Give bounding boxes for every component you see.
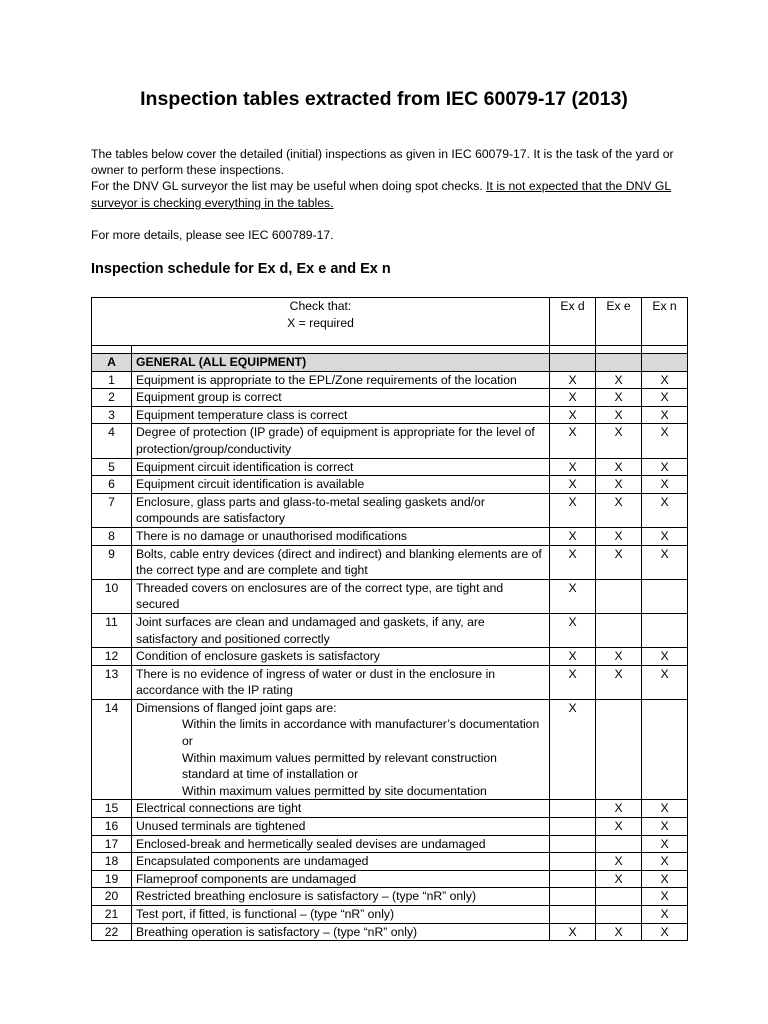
exe-mark: X [596,424,642,458]
row-description-subitem: Within maximum values permitted by relevant construction standard at time of installation or [182,750,497,782]
exe-mark: X [596,818,642,836]
row-description: Bolts, cable entry devices (direct and indirect) and blanking elements are of the correct type and are complete and tight [132,545,550,579]
check-that-label: Check that: [289,299,352,313]
exe-mark: X [596,389,642,407]
exd-mark: X [550,424,596,458]
intro-paragraph-2-plain: For the DNV GL surveyor the list may be useful when doing spot checks. [91,179,487,194]
row-number: 19 [92,870,132,888]
table-row [92,648,688,666]
exn-mark: X [642,923,688,941]
row-number: 10 [92,579,132,613]
exd-mark: X [550,527,596,545]
row-description: Equipment temperature class is correct [132,406,550,424]
intro-paragraph-2-underlined: It is not expected that the DNV GL surveyor is checking everything in the tables. [91,179,672,210]
exn-mark [642,613,688,647]
exd-mark [550,870,596,888]
table-row [92,835,688,853]
row-number: 7 [92,493,132,527]
intro-text [91,146,681,243]
row-description: Restricted breathing enclosure is satisfactory – (type “nR” only) [132,888,550,906]
exe-mark [596,888,642,906]
row-number: 14 [92,699,132,800]
exd-mark: X [550,923,596,941]
row-description: Degree of protection (IP grade) of equipment is appropriate for the level of protection/group/conductivity [132,424,550,458]
exd-mark [550,853,596,871]
row-description-subitem: Within the limits in accordance with manufacturer’s documentation or [182,717,540,749]
exn-mark: X [642,835,688,853]
exd-mark: X [550,389,596,407]
row-number: 18 [92,853,132,871]
section-letter: A [92,354,132,372]
table-row [92,424,688,458]
section-title: GENERAL (ALL EQUIPMENT) [132,354,550,372]
row-description: Breathing operation is satisfactory – (type “nR” only) [132,923,550,941]
exe-mark: X [596,648,642,666]
table-row [92,527,688,545]
row-number: 16 [92,818,132,836]
table-row [92,888,688,906]
exe-mark: X [596,665,642,699]
row-number: 20 [92,888,132,906]
table-row [92,458,688,476]
section-heading: Inspection schedule for Ex d, Ex e and Ex n [91,261,391,277]
exe-mark: X [596,476,642,494]
exe-mark [596,699,642,800]
exd-mark: X [550,545,596,579]
row-number: 1 [92,371,132,389]
exn-mark: X [642,371,688,389]
exe-mark: X [596,545,642,579]
exn-mark: X [642,406,688,424]
exn-mark: X [642,527,688,545]
exe-mark [596,835,642,853]
exd-mark: X [550,406,596,424]
exn-mark: X [642,906,688,924]
intro-paragraph-3: For more details, please see IEC 600789-17. [91,227,334,242]
row-description [132,699,550,800]
table-row [92,493,688,527]
row-number: 21 [92,906,132,924]
exn-mark: X [642,648,688,666]
row-description: Joint surfaces are clean and undamaged and gaskets, if any, are satisfactory and positioned correctly [132,613,550,647]
col-header-exd: Ex d [550,298,596,346]
exe-mark [596,579,642,613]
row-description: Equipment circuit identification is available [132,476,550,494]
exe-mark: X [596,800,642,818]
exe-mark: X [596,493,642,527]
exe-mark [596,613,642,647]
table-row [92,406,688,424]
exd-mark [550,835,596,853]
row-number: 9 [92,545,132,579]
exn-mark: X [642,665,688,699]
exe-mark: X [596,853,642,871]
exn-mark: X [642,424,688,458]
row-number: 4 [92,424,132,458]
exn-mark: X [642,458,688,476]
row-number: 22 [92,923,132,941]
exe-mark: X [596,406,642,424]
row-description: There is no evidence of ingress of water or dust in the enclosure in accordance with the IP rating [132,665,550,699]
inspection-schedule-table [91,297,688,941]
row-description: Flameproof components are undamaged [132,870,550,888]
exe-mark: X [596,870,642,888]
row-number: 12 [92,648,132,666]
table-row [92,699,688,800]
table-row [92,371,688,389]
exd-mark [550,818,596,836]
table-row [92,665,688,699]
row-description: Electrical connections are tight [132,800,550,818]
exn-mark: X [642,389,688,407]
table-row [92,853,688,871]
table-row [92,800,688,818]
row-description: Condition of enclosure gaskets is satisfactory [132,648,550,666]
col-header-exn: Ex n [642,298,688,346]
row-description-main: Dimensions of flanged joint gaps are: [136,700,337,715]
exn-mark: X [642,545,688,579]
row-number: 11 [92,613,132,647]
row-description: Test port, if fitted, is functional – (type “nR” only) [132,906,550,924]
exe-mark: X [596,527,642,545]
table-row [92,818,688,836]
exd-mark: X [550,476,596,494]
row-description-subitem: Within maximum values permitted by site documentation [182,783,487,798]
exn-mark [642,699,688,800]
exn-mark: X [642,870,688,888]
row-description: There is no damage or unauthorised modifications [132,527,550,545]
intro-paragraph-1: The tables below cover the detailed (initial) inspections as given in IEC 60079-17. It is the task of the yard or owner to perform these inspections. [91,147,674,178]
row-number: 13 [92,665,132,699]
exn-mark: X [642,853,688,871]
x-required-label: X = required [287,315,354,330]
table-row [92,870,688,888]
exd-mark [550,906,596,924]
exd-mark: X [550,613,596,647]
exd-mark: X [550,371,596,389]
exe-mark [596,906,642,924]
exd-mark: X [550,648,596,666]
exd-mark: X [550,579,596,613]
col-header-exe: Ex e [596,298,642,346]
row-number: 17 [92,835,132,853]
row-description: Equipment group is correct [132,389,550,407]
exn-mark: X [642,818,688,836]
exd-mark [550,888,596,906]
exd-mark: X [550,458,596,476]
exn-mark: X [642,476,688,494]
row-description: Enclosed-break and hermetically sealed devises are undamaged [132,835,550,853]
section-row-general [92,354,688,372]
row-description: Threaded covers on enclosures are of the correct type, are tight and secured [132,579,550,613]
exd-mark [550,800,596,818]
row-description: Enclosure, glass parts and glass-to-metal sealing gaskets and/or compounds are satisfactory [132,493,550,527]
row-number: 3 [92,406,132,424]
row-number: 5 [92,458,132,476]
exn-mark: X [642,800,688,818]
row-description: Equipment circuit identification is correct [132,458,550,476]
intro-paragraph-2 [91,178,681,210]
table-row [92,545,688,579]
exn-mark: X [642,888,688,906]
row-description: Equipment is appropriate to the EPL/Zone requirements of the location [132,371,550,389]
exd-mark: X [550,665,596,699]
table-row [92,906,688,924]
header-spacer-row [92,346,688,354]
row-number: 2 [92,389,132,407]
row-number: 6 [92,476,132,494]
row-number: 15 [92,800,132,818]
exn-mark: X [642,493,688,527]
exe-mark: X [596,371,642,389]
row-description: Encapsulated components are undamaged [132,853,550,871]
exd-mark: X [550,699,596,800]
table-header-row [92,298,688,346]
table-row [92,923,688,941]
row-number: 8 [92,527,132,545]
table-row [92,579,688,613]
table-row [92,613,688,647]
table-row [92,476,688,494]
exd-mark: X [550,493,596,527]
exe-mark: X [596,923,642,941]
check-that-header [92,298,550,346]
page-title: Inspection tables extracted from IEC 60079-17 (2013) [140,88,628,110]
row-description: Unused terminals are tightened [132,818,550,836]
exe-mark: X [596,458,642,476]
exn-mark [642,579,688,613]
table-row [92,389,688,407]
